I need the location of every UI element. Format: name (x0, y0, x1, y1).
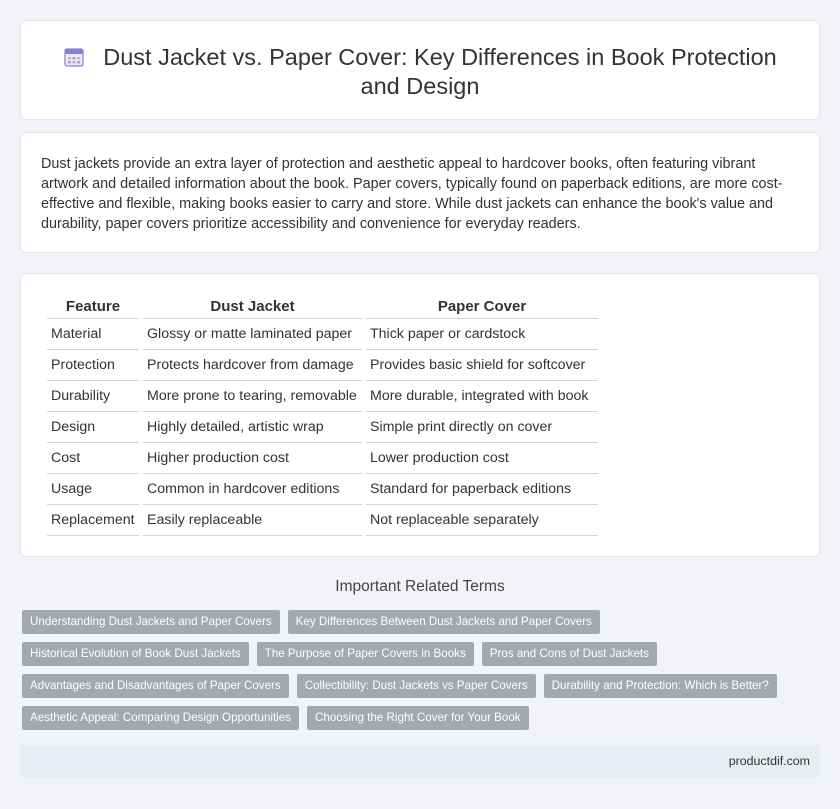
tag-row (22, 706, 822, 730)
tag-row (22, 610, 822, 634)
footer (20, 745, 820, 778)
table-cell: Not replaceable separately (366, 505, 598, 536)
table-cell: Highly detailed, artistic wrap (143, 412, 362, 443)
related-term-tag[interactable]: The Purpose of Paper Covers in Books (257, 642, 474, 666)
related-term-tag[interactable]: Historical Evolution of Book Dust Jackets (22, 642, 249, 666)
related-term-tag[interactable]: Key Differences Between Dust Jackets and Paper Covers (288, 610, 600, 634)
related-term-tag[interactable]: Aesthetic Appeal: Comparing Design Opportunities (22, 706, 299, 730)
related-term-tag[interactable]: Collectibility: Dust Jackets vs Paper Covers (297, 674, 536, 698)
column-header-dust-jacket: Dust Jacket (143, 295, 362, 319)
related-term-tag[interactable]: Advantages and Disadvantages of Paper Covers (22, 674, 289, 698)
table-row (47, 443, 598, 474)
table-cell: Protects hardcover from damage (143, 350, 362, 381)
table-row (47, 350, 598, 381)
table-cell: Provides basic shield for softcover (366, 350, 598, 381)
column-header-paper-cover: Paper Cover (366, 295, 598, 319)
column-header-feature: Feature (47, 295, 139, 319)
related-term-tag[interactable]: Durability and Protection: Which is Better? (544, 674, 777, 698)
table-cell: Higher production cost (143, 443, 362, 474)
header (61, 43, 779, 101)
table-row (47, 474, 598, 505)
tag-row (22, 674, 822, 698)
table-row (47, 412, 598, 443)
table-cell: Common in hardcover editions (143, 474, 362, 505)
table-cell: Durability (47, 381, 139, 412)
table-cell: Standard for paperback editions (366, 474, 598, 505)
related-term-tag[interactable]: Choosing the Right Cover for Your Book (307, 706, 529, 730)
page-title (61, 43, 779, 101)
table-cell: Protection (47, 350, 139, 381)
intro-paragraph: Dust jackets provide an extra layer of protection and aesthetic appeal to hardcover books, often featuring vibrant artwork and detailed information about the book. Paper covers, typically found on paperback editions, are more cost-effective and flexible, making books easier to carry and store. While dust jackets can enhance the book's value and durability, paper covers prioritize accessibility and convenience for everyday readers. (41, 156, 783, 232)
related-term-tag[interactable]: Pros and Cons of Dust Jackets (482, 642, 657, 666)
comparison-table (43, 295, 602, 536)
table-cell: Design (47, 412, 139, 443)
related-terms-title: Important Related Terms (335, 578, 505, 595)
table-cell: Thick paper or cardstock (366, 319, 598, 350)
tag-row (22, 642, 822, 666)
table-cell: Simple print directly on cover (366, 412, 598, 443)
intro-card (20, 132, 820, 253)
table-cell: Lower production cost (366, 443, 598, 474)
related-terms-tags (22, 610, 822, 738)
table-row (47, 319, 598, 350)
table-cell: Material (47, 319, 139, 350)
table-cell: More durable, integrated with book (366, 381, 598, 412)
table-cell: Easily replaceable (143, 505, 362, 536)
comparison-card (20, 273, 820, 557)
table-row (47, 505, 598, 536)
table-cell: Cost (47, 443, 139, 474)
table-cell: Usage (47, 474, 139, 505)
table-cell: Replacement (47, 505, 139, 536)
table-header-row (47, 295, 598, 319)
page-title-text: Dust Jacket vs. Paper Cover: Key Differences in Book Protection and Design (103, 44, 777, 99)
table-cell: More prone to tearing, removable (143, 381, 362, 412)
table-body (47, 319, 598, 536)
related-term-tag[interactable]: Understanding Dust Jackets and Paper Covers (22, 610, 280, 634)
table-cell: Glossy or matte laminated paper (143, 319, 362, 350)
table-row (47, 381, 598, 412)
header-card (20, 20, 820, 120)
calendar-icon (63, 46, 85, 68)
footer-site-name: productdif.com (728, 754, 810, 768)
